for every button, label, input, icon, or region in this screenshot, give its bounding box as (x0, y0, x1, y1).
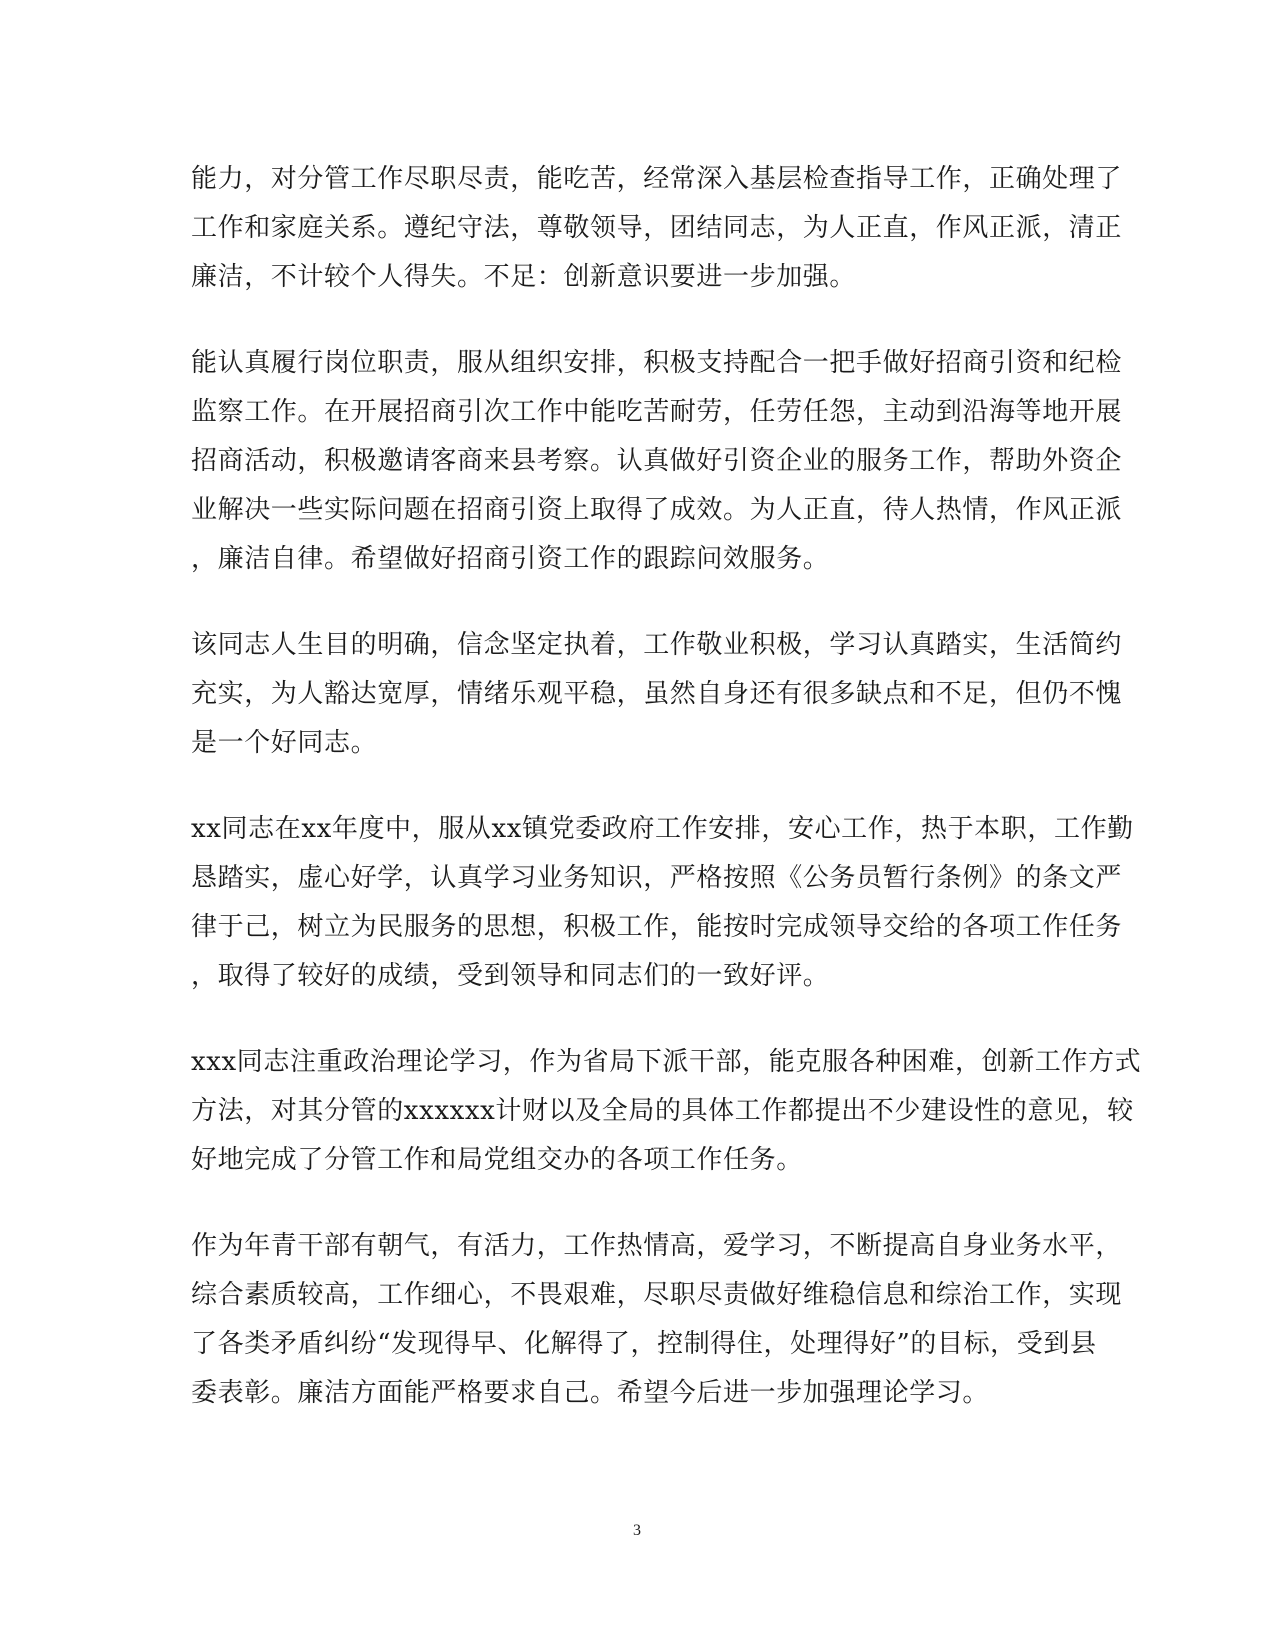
paragraph-1-line-3: 廉洁，不计较个人得失。不足：创新意识要进一步加强。 (191, 262, 857, 292)
paragraph-4-line-3: 律于己，树立为民服务的思想，积极工作，能按时完成领导交给的各项工作任务 (191, 912, 1123, 942)
paragraph-2-line-2: 监察工作。在开展招商引次工作中能吃苦耐劳，任劳任怨，主动到沿海等地开展 (191, 397, 1123, 427)
paragraph-1-line-1: 能力，对分管工作尽职尽责，能吃苦，经常深入基层检查指导工作，正确处理了 (191, 164, 1123, 194)
paragraph-3-line-3: 是一个好同志。 (191, 728, 378, 758)
paragraph-5-line-1: xxx同志注重政治理论学习，作为省局下派干部，能克服各种困难，创新工作方式 (191, 1047, 1142, 1077)
paragraph-3-line-2: 充实，为人豁达宽厚，情绪乐观平稳，虽然自身还有很多缺点和不足，但仍不愧 (191, 679, 1123, 709)
paragraph-5-line-2: 方法，对其分管的xxxxxx计财以及全局的具体工作都提出不少建设性的意见，较 (191, 1096, 1134, 1126)
paragraph-2-line-1: 能认真履行岗位职责，服从组织安排，积极支持配合一把手做好招商引资和纪检 (191, 348, 1123, 378)
paragraph-6-line-1: 作为年青干部有朝气，有活力，工作热情高，爱学习，不断提高自身业务水平， (191, 1231, 1123, 1261)
paragraph-2-line-5: ，廉洁自律。希望做好招商引资工作的跟踪问效服务。 (191, 544, 830, 574)
paragraph-3-line-1: 该同志人生目的明确，信念坚定执着，工作敬业积极，学习认真踏实，生活简约 (191, 630, 1123, 660)
paragraph-6-line-3: 了各类矛盾纠纷“发现得早、化解得了，控制得住，处理得好”的目标，受到县 (191, 1329, 1097, 1359)
paragraph-2-line-3: 招商活动，积极邀请客商来县考察。认真做好引资企业的服务工作，帮助外资企 (191, 446, 1123, 476)
paragraph-1-line-2: 工作和家庭关系。遵纪守法，尊敬领导，团结同志，为人正直，作风正派，清正 (191, 213, 1123, 243)
paragraph-4-line-2: 恳踏实，虚心好学，认真学习业务知识，严格按照《公务员暂行条例》的条文严 (191, 863, 1123, 893)
paragraph-4-line-4: ，取得了较好的成绩，受到领导和同志们的一致好评。 (191, 961, 830, 991)
paragraph-2-line-4: 业解决一些实际问题在招商引资上取得了成效。为人正直，待人热情，作风正派 (191, 495, 1123, 525)
paragraph-6-line-4: 委表彰。廉洁方面能严格要求自己。希望今后进一步加强理论学习。 (191, 1378, 990, 1408)
paragraph-6-line-2: 综合素质较高，工作细心，不畏艰难，尽职尽责做好维稳信息和综治工作，实现 (191, 1280, 1123, 1310)
paragraph-5-line-3: 好地完成了分管工作和局党组交办的各项工作任务。 (191, 1145, 803, 1175)
paragraph-4-line-1: xx同志在xx年度中，服从xx镇党委政府工作安排，安心工作，热于本职，工作勤 (191, 814, 1134, 844)
page-number: 3 (633, 1522, 641, 1539)
